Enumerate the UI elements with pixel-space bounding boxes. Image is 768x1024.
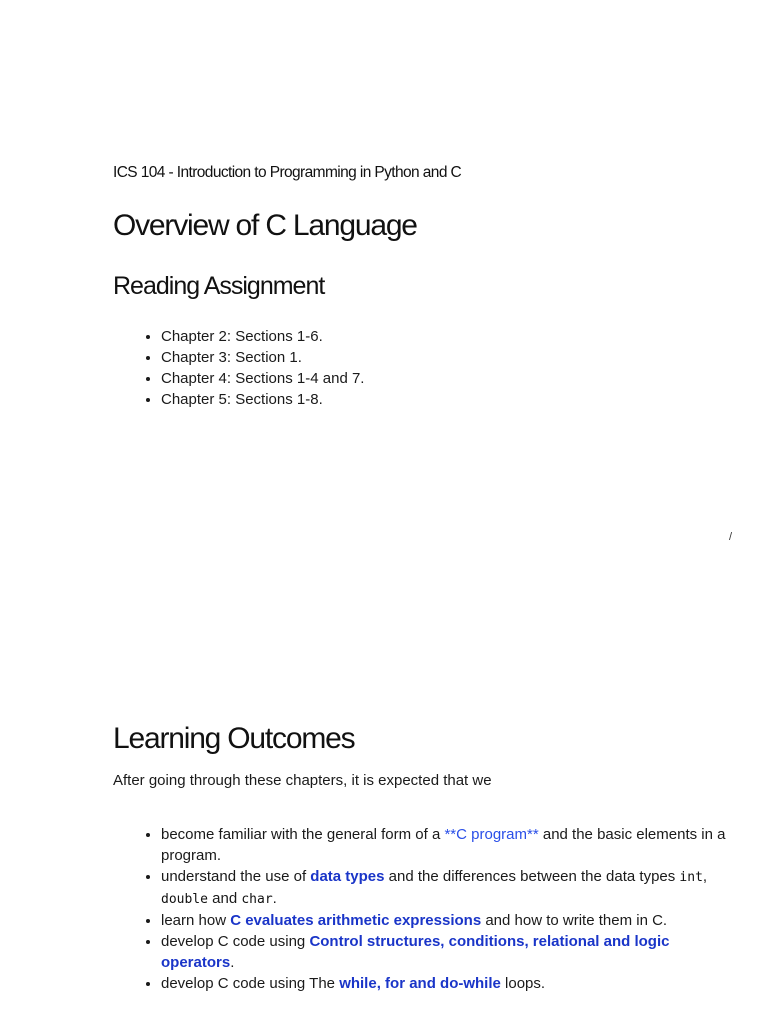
outcome-text: become familiar with the general form of a bbox=[161, 826, 445, 843]
control-structures-link[interactable]: Control structures, conditions, relational and logic operators bbox=[161, 933, 670, 971]
outcome-text: , bbox=[702, 868, 708, 885]
outcome-text: . bbox=[230, 954, 235, 971]
outcome-text: . bbox=[272, 890, 277, 907]
arithmetic-expressions-link[interactable]: C evaluates arithmetic expressions bbox=[230, 912, 482, 929]
outcome-text: develop C code using The bbox=[161, 975, 340, 992]
outcome-text: understand the use of bbox=[161, 868, 311, 885]
page-title: Overview of C Language bbox=[113, 209, 417, 242]
outcome-text: loops. bbox=[500, 975, 546, 992]
reading-item: • Chapter 3: Section 1. bbox=[161, 347, 768, 368]
stray-mark: / bbox=[729, 531, 733, 543]
learning-outcomes-heading: Learning Outcomes bbox=[113, 722, 355, 755]
outcome-item bbox=[161, 824, 738, 866]
outcome-item bbox=[161, 973, 738, 994]
outcome-text: and bbox=[207, 890, 242, 907]
reading-item: • Chapter 5: Sections 1-8. bbox=[161, 389, 768, 410]
outcome-text: learn how bbox=[161, 912, 231, 929]
outcomes-intro: After going through these chapters, it is expected that we bbox=[113, 772, 492, 789]
loops-link[interactable]: while, for and do-while bbox=[339, 975, 501, 992]
outcome-text: and how to write them in C. bbox=[481, 912, 668, 929]
outcome-item bbox=[161, 866, 738, 910]
code-double: double bbox=[161, 892, 208, 907]
c-program-link[interactable]: **C program** bbox=[444, 826, 539, 843]
reading-assignment-heading: Reading Assignment bbox=[113, 272, 325, 300]
outcome-text: and the differences between the data types bbox=[384, 868, 680, 885]
course-title: ICS 104 - Introduction to Programming in Python and C bbox=[113, 164, 462, 181]
outcome-item bbox=[161, 910, 738, 931]
reading-list bbox=[113, 326, 768, 410]
reading-item: • Chapter 2: Sections 1-6. bbox=[161, 326, 768, 347]
reading-item: • Chapter 4: Sections 1-4 and 7. bbox=[161, 368, 768, 389]
data-types-link[interactable]: data types bbox=[310, 868, 385, 885]
code-char: char bbox=[241, 892, 273, 907]
outcome-item bbox=[161, 931, 738, 973]
code-int: int bbox=[679, 870, 703, 885]
outcome-text: develop C code using bbox=[161, 933, 310, 950]
outcomes-list bbox=[113, 824, 738, 994]
outcome-text: and the basic elements in a program. bbox=[161, 826, 726, 864]
